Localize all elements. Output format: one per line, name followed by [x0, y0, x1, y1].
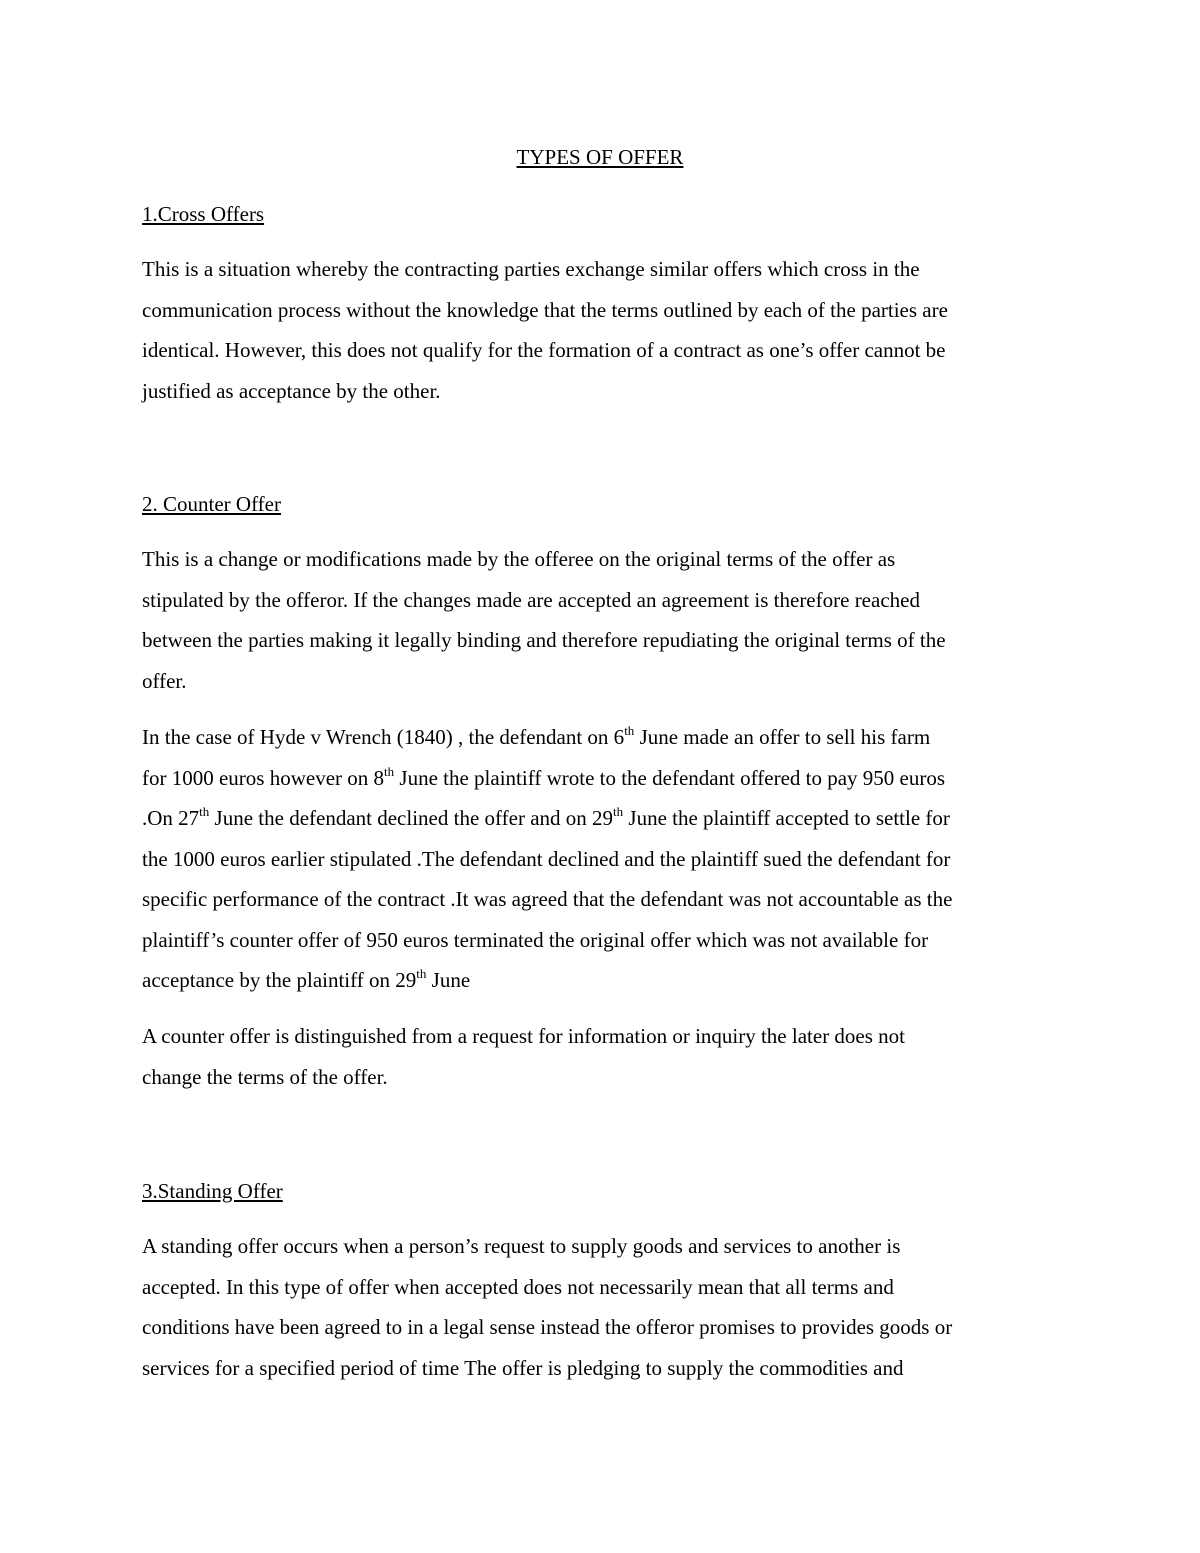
paragraph-counter-offer-distinction — [142, 1016, 1062, 1097]
text-line: between the parties making it legally binding and therefore repudiating the original terms of the — [142, 628, 946, 652]
superscript-th: th — [199, 804, 210, 819]
paragraph-counter-offer-definition — [142, 539, 1062, 701]
text-line: specific performance of the contract .It was agreed that the defendant was not accountable as the — [142, 887, 953, 911]
text-line: acceptance by the plaintiff on 29th June — [142, 966, 471, 992]
text-line: A counter offer is distinguished from a request for information or inquiry the later does not — [142, 1024, 906, 1048]
text-line: identical. However, this does not qualify for the formation of a contract as one’s offer cannot be — [142, 338, 946, 362]
text-line: services for a specified period of time The offer is pledging to supply the commodities and — [142, 1355, 904, 1380]
text-line: justified as acceptance by the other. — [142, 378, 441, 403]
superscript-th: th — [624, 723, 635, 738]
text-line: This is a change or modifications made by the offeree on the original terms of the offer as — [142, 547, 896, 571]
superscript-th: th — [613, 804, 624, 819]
text-line: accepted. In this type of offer when accepted does not necessarily mean that all terms and — [142, 1274, 894, 1299]
section-heading-standing-offer: 3.Standing Offer — [142, 1179, 283, 1203]
text-line: the 1000 euros earlier stipulated .The defendant declined and the plaintiff sued the defendant for — [142, 846, 951, 871]
text-line: communication process without the knowledge that the terms outlined by each of the parties are — [142, 297, 948, 322]
superscript-th: th — [384, 763, 395, 779]
text-line: change the terms of the offer. — [142, 1064, 388, 1089]
text-line: .On 27th June the defendant declined the offer and on 29th June the plaintiff accepted to settle for — [142, 804, 950, 830]
text-line: conditions have been agreed to in a legal sense instead the offeror promises to provides goods or — [142, 1315, 953, 1339]
text-line: In the case of Hyde v Wrench (1840) , the defendant on 6th June made an offer to sell his farm — [142, 723, 931, 749]
text-line: stipulated by the offeror. If the changes made are accepted an agreement is therefore reached — [142, 587, 920, 612]
section-heading-counter-offer: 2. Counter Offer — [142, 492, 281, 516]
paragraph-hyde-v-wrench — [142, 717, 1062, 1001]
superscript-th: th — [416, 966, 427, 981]
section-heading-cross-offers: 1.Cross Offers — [142, 202, 265, 226]
paragraph-standing-offer — [142, 1226, 1062, 1388]
paragraph-cross-offers — [142, 249, 1062, 411]
text-line: This is a situation whereby the contracting parties exchange similar offers which cross in the — [142, 257, 920, 281]
text-line: A standing offer occurs when a person’s request to supply goods and services to another is — [142, 1234, 901, 1258]
text-line: offer. — [142, 668, 187, 693]
text-line: for 1000 euros however on 8th June the plaintiff wrote to the defendant offered to pay 950 euros — [142, 763, 946, 790]
document-title: TYPES OF OFFER — [516, 145, 684, 169]
text-line: plaintiff’s counter offer of 950 euros terminated the original offer which was not available for — [142, 927, 929, 952]
